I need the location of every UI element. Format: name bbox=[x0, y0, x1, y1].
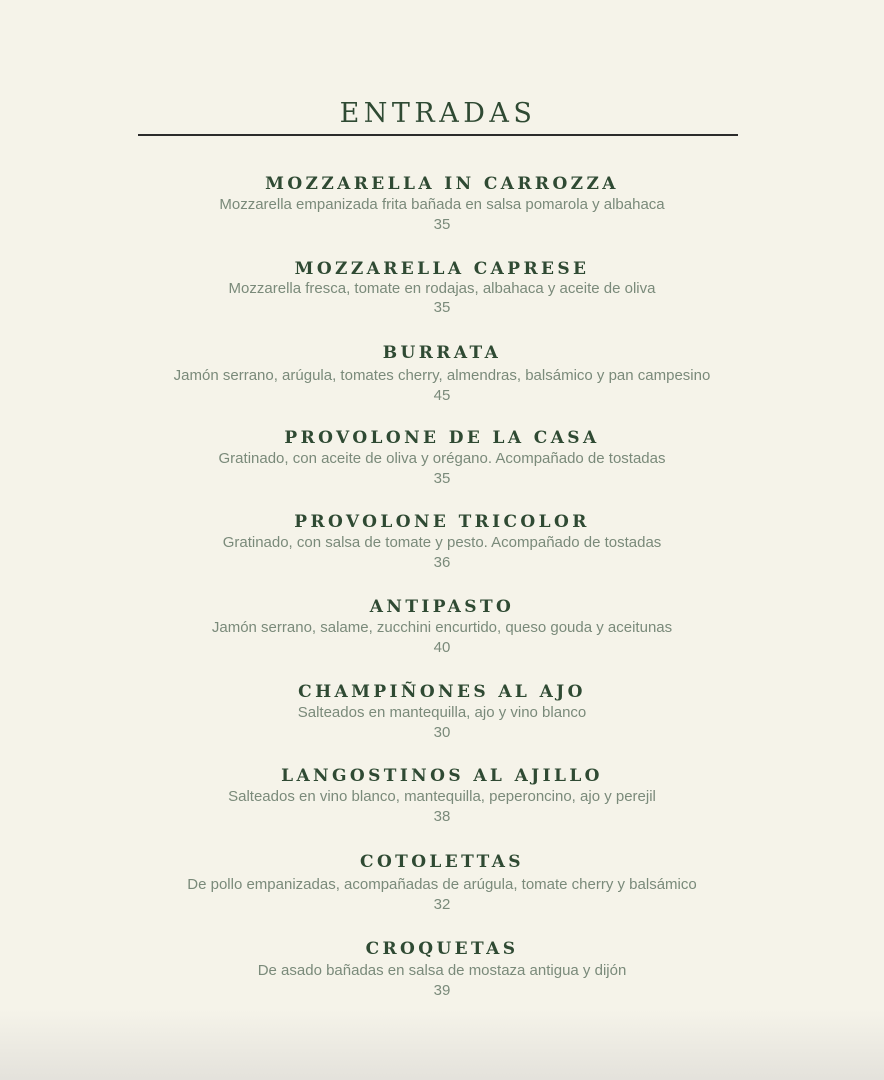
menu-item-price: 35 bbox=[433, 299, 451, 316]
menu-item bbox=[0, 938, 884, 1000]
menu-item-price: 32 bbox=[433, 896, 451, 913]
menu-item-price: 35 bbox=[433, 470, 451, 487]
menu-item bbox=[0, 173, 884, 235]
menu-item-description: Mozzarella empanizada frita bañada en salsa pomarola y albahaca bbox=[219, 196, 665, 213]
menu-item-description: Jamón serrano, salame, zucchini encurtido, queso gouda y aceitunas bbox=[211, 619, 673, 636]
menu-item-name: PROVOLONE TRICOLOR bbox=[294, 512, 590, 532]
menu-item-name: PROVOLONE DE LA CASA bbox=[284, 428, 600, 448]
title-divider bbox=[138, 134, 738, 136]
menu-item-name: CROQUETAS bbox=[365, 939, 519, 959]
menu-item bbox=[0, 765, 884, 827]
menu-item-name: MOZZARELLA CAPRESE bbox=[294, 259, 590, 279]
menu-item bbox=[0, 681, 884, 743]
menu-item-price: 35 bbox=[433, 216, 451, 233]
menu-item-description: Gratinado, con salsa de tomate y pesto. Acompañado de tostadas bbox=[222, 534, 662, 551]
menu-item-price: 40 bbox=[433, 639, 451, 656]
menu-item-description: Mozzarella fresca, tomate en rodajas, albahaca y aceite de oliva bbox=[228, 280, 656, 297]
menu-item-name: CHAMPIÑONES AL AJO bbox=[298, 682, 586, 702]
menu-item bbox=[0, 596, 884, 658]
section-title: ENTRADAS bbox=[339, 98, 537, 129]
menu-item bbox=[0, 258, 884, 318]
menu-item-description: Gratinado, con aceite de oliva y orégano. Acompañado de tostadas bbox=[218, 450, 666, 467]
menu-item-name: MOZZARELLA IN CARROZZA bbox=[265, 174, 619, 194]
menu-item-description: De pollo empanizadas, acompañadas de arúgula, tomate cherry y balsámico bbox=[187, 876, 697, 893]
menu-item bbox=[0, 427, 884, 489]
menu-item-price: 36 bbox=[433, 554, 451, 571]
menu-item-price: 38 bbox=[433, 808, 451, 825]
menu-item-description: De asado bañadas en salsa de mostaza antigua y dijón bbox=[257, 962, 627, 979]
menu-item-description: Salteados en vino blanco, mantequilla, peperoncino, ajo y perejil bbox=[228, 788, 656, 805]
menu-item-name: BURRATA bbox=[382, 343, 502, 363]
menu-item-price: 30 bbox=[433, 724, 451, 741]
menu-item-name: ANTIPASTO bbox=[369, 597, 515, 617]
menu-item-name: COTOLETTAS bbox=[360, 852, 524, 872]
menu-item-description: Salteados en mantequilla, ajo y vino blanco bbox=[297, 704, 587, 721]
menu-item-name: LANGOSTINOS AL AJILLO bbox=[281, 766, 603, 786]
menu-item-price: 39 bbox=[433, 982, 451, 999]
page-bottom-shadow bbox=[0, 1010, 884, 1080]
menu-item-price: 45 bbox=[433, 387, 451, 404]
menu-item bbox=[0, 851, 884, 914]
menu-item bbox=[0, 342, 884, 404]
menu-item bbox=[0, 511, 884, 573]
menu-item-description: Jamón serrano, arúgula, tomates cherry, almendras, balsámico y pan campesino bbox=[173, 367, 711, 384]
